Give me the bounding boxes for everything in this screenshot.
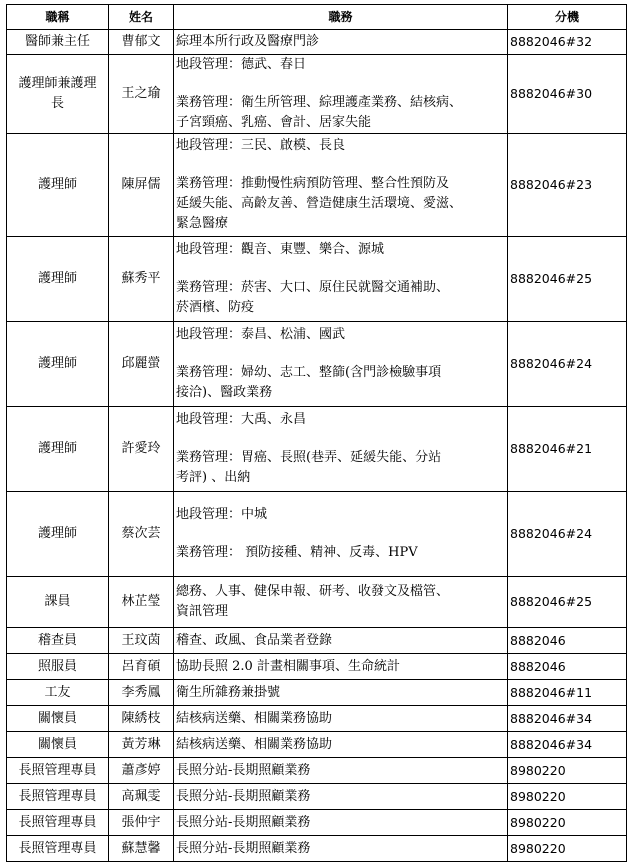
duty-text: 長照分站-長期照顧業務 [176, 788, 311, 804]
duty-text: 衛生所雜務兼掛號 [176, 684, 281, 700]
title-text: 照服員 [37, 658, 77, 674]
cell-duty [174, 237, 508, 322]
cell-name: 陳綉枝 [109, 706, 174, 732]
duty-text: 業務管理： 預防接種、精神、反毒、HPV [176, 545, 418, 560]
duty-text: 長照分站-長期照顧業務 [176, 840, 311, 856]
cell-ext: 8882046 [508, 628, 627, 654]
cell-name: 陳屏儒 [109, 134, 174, 237]
spacer [176, 75, 505, 93]
header-duty: 職務 [174, 5, 508, 30]
title-text: 課員 [44, 594, 71, 609]
table-row [7, 732, 627, 758]
cell-name: 李秀鳳 [109, 680, 174, 706]
cell-ext: 8882046#25 [508, 577, 627, 628]
duty-text: 總務、人事、健保申報、研考、收發文及檔管、 [176, 584, 450, 599]
cell-name: 呂育碩 [109, 654, 174, 680]
cell-duty [174, 758, 508, 784]
title-text: 長照管理專員 [18, 788, 97, 804]
cell-title [7, 55, 109, 134]
cell-title [7, 237, 109, 322]
cell-duty [174, 407, 508, 492]
zone-text: 地段管理：三民、啟模、長良 [176, 138, 346, 153]
cell-name: 曹郁文 [109, 30, 174, 55]
table-row [7, 836, 627, 862]
cell-title [7, 836, 109, 862]
cell-ext: 8882046#32 [508, 30, 627, 55]
duty-text: 緊急醫療 [176, 216, 229, 231]
table-row [7, 706, 627, 732]
cell-title [7, 758, 109, 784]
cell-name: 高珮雯 [109, 784, 174, 810]
duty-text: 延緩失能、高齡友善、營造健康生活環境、愛滋、 [176, 196, 463, 211]
duty-text: 資訊管理 [176, 604, 229, 619]
cell-title [7, 706, 109, 732]
table-row [7, 810, 627, 836]
table-row [7, 55, 627, 134]
cell-duty [174, 654, 508, 680]
cell-name: 許愛玲 [109, 407, 174, 492]
duty-text: 結核病送藥、相關業務協助 [176, 710, 333, 726]
title-text: 關懷員 [37, 710, 77, 726]
cell-title [7, 784, 109, 810]
cell-name: 蔡次芸 [109, 492, 174, 577]
table-row [7, 492, 627, 577]
header-ext: 分機 [508, 5, 627, 30]
title-text: 護理師 [37, 356, 77, 371]
cell-ext: 8882046#21 [508, 407, 627, 492]
title-text: 護理師 [37, 526, 77, 541]
table-row [7, 237, 627, 322]
cell-duty [174, 492, 508, 577]
cell-title [7, 407, 109, 492]
cell-duty [174, 680, 508, 706]
table-row [7, 577, 627, 628]
duty-text: 綜理本所行政及醫療門診 [176, 34, 320, 49]
duty-text: 業務管理：菸害、大口、原住民就醫交通補助、 [176, 280, 450, 295]
duty-text: 業務管理：胃癌、長照(巷弄、延緩失能、分站 [176, 450, 442, 465]
table-row [7, 784, 627, 810]
title-text: 稽查員 [37, 632, 77, 648]
title-text: 長照管理專員 [18, 840, 97, 856]
duty-text: 接洽)、醫政業務 [176, 385, 273, 400]
cell-duty [174, 30, 508, 55]
cell-ext: 8882046#34 [508, 732, 627, 758]
cell-duty [174, 784, 508, 810]
cell-ext: 8882046 [508, 654, 627, 680]
cell-duty [174, 134, 508, 237]
cell-ext: 8980220 [508, 836, 627, 862]
cell-ext: 8882046#24 [508, 322, 627, 407]
cell-ext: 8882046#11 [508, 680, 627, 706]
duty-text: 長照分站-長期照顧業務 [176, 814, 311, 830]
title-text: 長照管理專員 [18, 762, 97, 778]
cell-duty [174, 577, 508, 628]
cell-name: 黃芳琳 [109, 732, 174, 758]
cell-title [7, 134, 109, 237]
duty-text: 協助長照 2.0 計畫相關事項、生命統計 [176, 658, 400, 674]
zone-text: 地段管理：德武、春日 [176, 57, 307, 72]
cell-duty [174, 322, 508, 407]
spacer [176, 525, 505, 543]
cell-duty [174, 810, 508, 836]
cell-title [7, 680, 109, 706]
title-text: 護理師 [37, 271, 77, 286]
cell-duty [174, 732, 508, 758]
cell-name: 邱麗螢 [109, 322, 174, 407]
table-row [7, 758, 627, 784]
cell-duty [174, 706, 508, 732]
cell-ext: 8882046#23 [508, 134, 627, 237]
title-text: 工友 [44, 684, 71, 700]
cell-ext: 8980220 [508, 810, 627, 836]
cell-name: 蕭彥婷 [109, 758, 174, 784]
table-row [7, 30, 627, 55]
zone-text: 地段管理：大禹、永昌 [176, 412, 307, 427]
duty-text: 考評) 、出納 [176, 470, 251, 485]
cell-duty [174, 628, 508, 654]
duty-text: 業務管理：推動慢性病預防管理、整合性預防及 [176, 176, 450, 191]
cell-ext: 8980220 [508, 784, 627, 810]
duty-text: 菸酒檳、防疫 [176, 300, 255, 315]
zone-text: 地段管理：觀音、東豐、樂合、源城 [176, 242, 385, 257]
cell-title [7, 628, 109, 654]
duty-text: 子宮頸癌、乳癌、會計、居家失能 [176, 115, 372, 130]
cell-ext: 8882046#30 [508, 55, 627, 134]
spacer [176, 345, 505, 363]
duty-text: 業務管理：婦幼、志工、整篩(含門診檢驗事項 [176, 365, 442, 380]
cell-duty [174, 836, 508, 862]
cell-title [7, 492, 109, 577]
header-row [7, 5, 627, 30]
title-text: 長 [50, 96, 64, 111]
cell-name: 王玟茵 [109, 628, 174, 654]
table-row [7, 680, 627, 706]
duty-text: 結核病送藥、相關業務協助 [176, 736, 333, 752]
title-text: 長照管理專員 [18, 814, 97, 830]
spacer [176, 430, 505, 448]
cell-name: 蘇慧馨 [109, 836, 174, 862]
zone-text: 地段管理：中城 [176, 507, 268, 522]
title-text: 關懷員 [37, 736, 77, 752]
cell-ext: 8882046#24 [508, 492, 627, 577]
spacer [176, 156, 505, 174]
table-row [7, 322, 627, 407]
duty-text: 稽查、政風、食品業者登錄 [176, 632, 333, 648]
table-row [7, 628, 627, 654]
title-text: 護理師兼護理 [18, 76, 97, 91]
zone-text: 地段管理：泰昌、松浦、國武 [176, 327, 346, 342]
duty-text: 長照分站-長期照顧業務 [176, 762, 311, 778]
table-body [7, 30, 627, 862]
table-row [7, 134, 627, 237]
cell-title [7, 577, 109, 628]
table-row [7, 654, 627, 680]
cell-title [7, 322, 109, 407]
title-text: 護理師 [37, 441, 77, 456]
staff-directory-table [6, 4, 627, 862]
cell-ext: 8882046#25 [508, 237, 627, 322]
cell-ext: 8882046#34 [508, 706, 627, 732]
cell-duty [174, 55, 508, 134]
cell-ext: 8980220 [508, 758, 627, 784]
header-title: 職稱 [7, 5, 109, 30]
title-text: 護理師 [37, 177, 77, 192]
cell-title [7, 810, 109, 836]
cell-name: 林芷瑩 [109, 577, 174, 628]
duty-text: 業務管理：衛生所管理、綜理護產業務、結核病、 [176, 95, 463, 110]
table-row [7, 407, 627, 492]
cell-title [7, 732, 109, 758]
cell-name: 蘇秀平 [109, 237, 174, 322]
cell-title [7, 30, 109, 55]
title-text: 醫師兼主任 [24, 34, 90, 49]
spacer [176, 260, 505, 278]
cell-name: 張仲宇 [109, 810, 174, 836]
header-name: 姓名 [109, 5, 174, 30]
cell-name: 王之瑜 [109, 55, 174, 134]
cell-title [7, 654, 109, 680]
